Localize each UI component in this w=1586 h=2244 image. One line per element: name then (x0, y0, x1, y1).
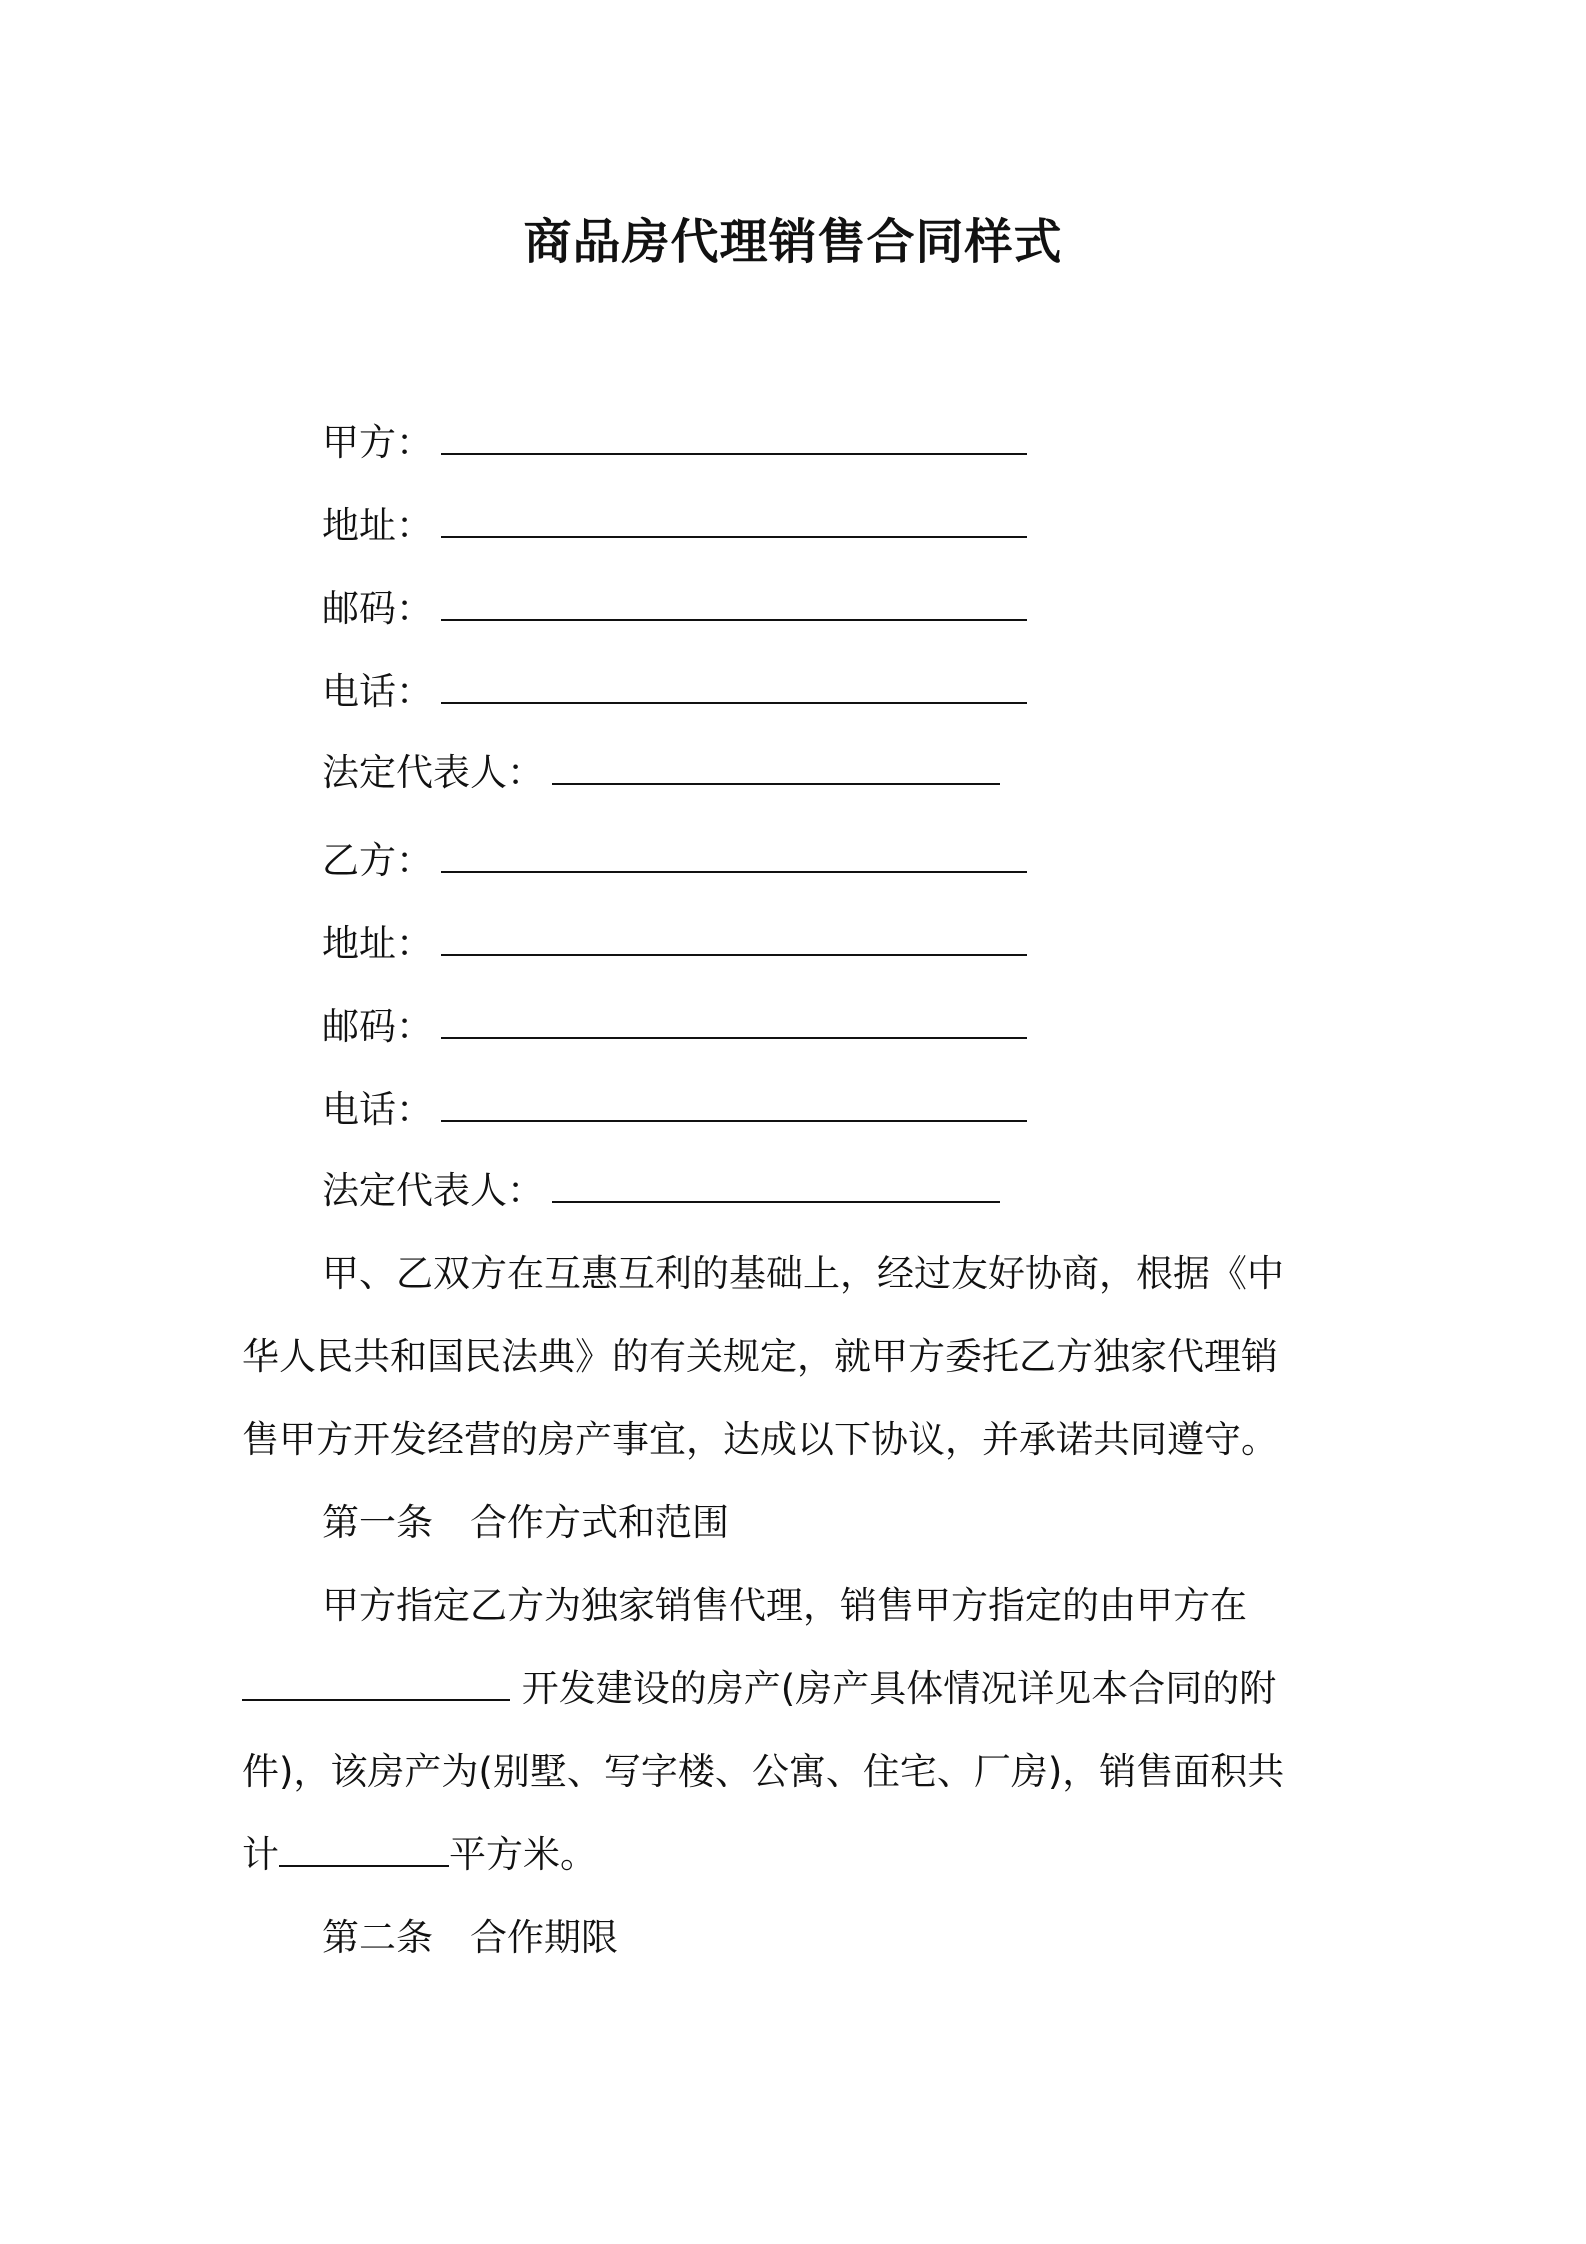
article-1-line-4 (242, 1830, 597, 1880)
document-title: 商品房代理销售合同样式 (523, 214, 1063, 270)
preamble-line-1: 甲、乙双方在互惠互利的基础上，经过友好协商，根据《中 (322, 1252, 1284, 1295)
party-a-phone-field[interactable] (322, 667, 1027, 717)
party-b-postcode-field[interactable] (322, 1002, 1027, 1052)
article-1-heading: 第一条 合作方式和范围 (322, 1501, 729, 1544)
article-1-line-4-suffix: 平方米。 (449, 1833, 597, 1876)
party-a-postcode-blank[interactable] (441, 587, 1027, 621)
party-b-name-field[interactable] (322, 836, 1027, 886)
party-a-name-label: 甲方： (322, 421, 433, 464)
article-1-line-4-prefix: 计 (242, 1833, 279, 1876)
party-b-name-blank[interactable] (441, 839, 1027, 873)
party-b-legal-rep-field[interactable] (322, 1166, 1000, 1216)
party-b-postcode-blank[interactable] (441, 1005, 1027, 1039)
party-a-postcode-field[interactable] (322, 584, 1027, 634)
article-1-line-2 (242, 1664, 1276, 1714)
party-b-address-label: 地址： (322, 922, 433, 965)
article-1-line-2-text: 开发建设的房产(房产具体情况详见本合同的附 (510, 1667, 1277, 1710)
article-1-line-1: 甲方指定乙方为独家销售代理，销售甲方指定的由甲方在 (322, 1584, 1247, 1627)
party-a-postcode-label: 邮码： (322, 587, 433, 630)
article-1-line-3: 件)，该房产为(别墅、写字楼、公寓、住宅、厂房)，销售面积共 (242, 1750, 1285, 1793)
party-b-postcode-label: 邮码： (322, 1005, 433, 1048)
party-a-legal-rep-blank[interactable] (552, 751, 1000, 785)
party-a-name-field[interactable] (322, 418, 1027, 468)
party-b-address-blank[interactable] (441, 922, 1027, 956)
party-a-legal-rep-field[interactable] (322, 748, 1000, 798)
party-a-phone-label: 电话： (322, 670, 433, 713)
party-a-phone-blank[interactable] (441, 670, 1027, 704)
party-a-legal-rep-label: 法定代表人： (322, 751, 544, 794)
party-a-address-label: 地址： (322, 504, 433, 547)
preamble-line-3: 售甲方开发经营的房产事宜，达成以下协议，并承诺共同遵守。 (242, 1418, 1278, 1461)
party-b-legal-rep-label: 法定代表人： (322, 1169, 544, 1212)
party-b-phone-blank[interactable] (441, 1088, 1027, 1122)
party-b-phone-label: 电话： (322, 1088, 433, 1131)
party-b-legal-rep-blank[interactable] (552, 1169, 1000, 1203)
party-b-name-label: 乙方： (322, 839, 433, 882)
area-blank[interactable] (279, 1833, 449, 1867)
party-b-phone-field[interactable] (322, 1085, 1027, 1135)
party-a-address-field[interactable] (322, 501, 1027, 551)
party-a-address-blank[interactable] (441, 504, 1027, 538)
party-b-address-field[interactable] (322, 919, 1027, 969)
location-blank[interactable] (242, 1667, 510, 1701)
preamble-line-2: 华人民共和国民法典》的有关规定，就甲方委托乙方独家代理销 (242, 1335, 1278, 1378)
article-2-heading: 第二条 合作期限 (322, 1916, 618, 1959)
party-a-name-blank[interactable] (441, 421, 1027, 455)
